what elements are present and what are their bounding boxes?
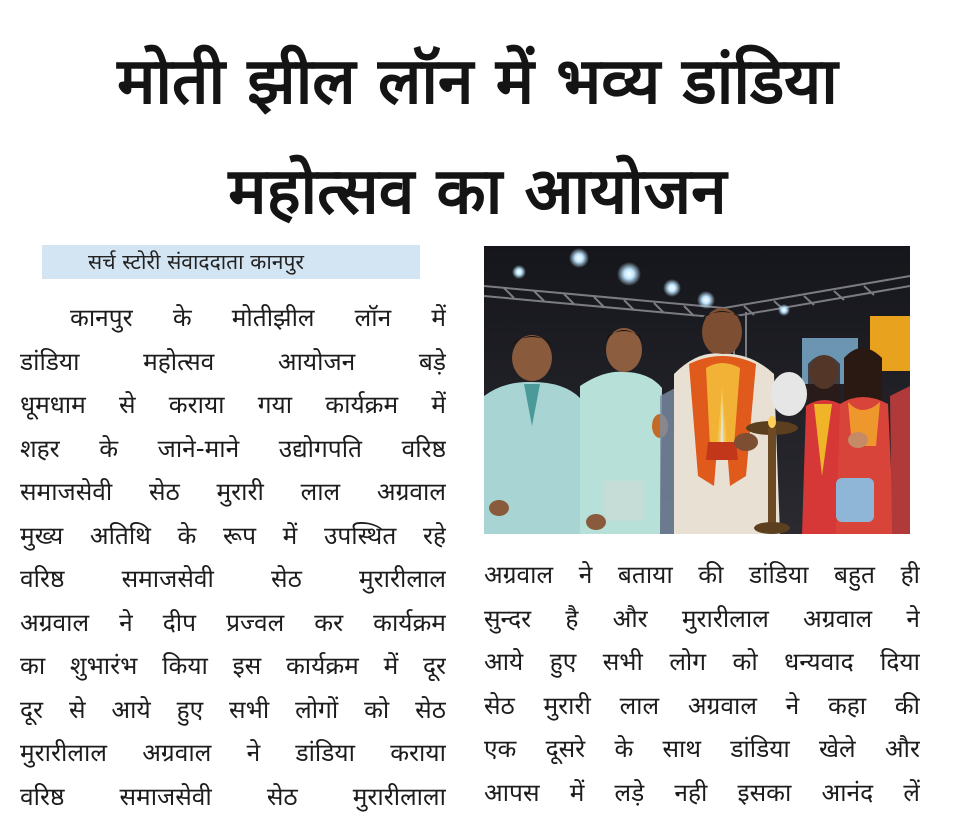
text-line: कानपुर के मोतीझील लॉन में bbox=[70, 303, 446, 332]
headline-line-2: महोत्सव का आयोजन bbox=[228, 155, 727, 229]
text-line: एक दूसरे के साथ डांडिया खेले और bbox=[484, 734, 920, 763]
article-column-left bbox=[20, 298, 446, 818]
text-line: आये हुए सभी लोग को धन्यवाद दिया bbox=[484, 647, 920, 676]
headline-line-1: मोती झील लॉन में भव्य डांडिया bbox=[117, 45, 838, 119]
event-photo-illustration bbox=[484, 246, 910, 534]
text-line: धूमधाम से कराया गया कार्यक्रम में bbox=[20, 390, 446, 419]
text-line: वरिष्ठ समाजसेवी सेठ मुरारीलाला bbox=[20, 781, 446, 811]
text-line: समाजसेवी सेठ मुरारी लाल अग्रवाल bbox=[20, 477, 446, 506]
text-line: दूर से आये हुए सभी लोगों को सेठ bbox=[20, 694, 446, 724]
text-line: मुरारीलाल अग्रवाल ने डांडिया कराया bbox=[20, 738, 446, 767]
text-line: डांडिया महोत्सव आयोजन बड़े bbox=[20, 346, 446, 376]
text-line: सेठ मुरारी लाल अग्रवाल ने कहा की bbox=[484, 690, 920, 720]
event-photo bbox=[484, 246, 910, 534]
text-line: शहर के जाने-माने उद्योगपति वरिष्ठ bbox=[20, 433, 446, 463]
text-line: मुख्य अतिथि के रूप में उपस्थित रहे bbox=[20, 520, 446, 550]
text-line: अग्रवाल ने बताया की डांडिया बहुत ही bbox=[484, 560, 920, 589]
text-line: का शुभारंभ किया इस कार्यक्रम में दूर bbox=[20, 651, 446, 680]
text-line: अग्रवाल ने दीप प्रज्वल कर कार्यक्रम bbox=[20, 607, 446, 637]
article-column-right bbox=[484, 555, 920, 815]
text-line: आपस में लड़े नही इसका आनंद लें bbox=[484, 777, 920, 807]
text-line: वरिष्ठ समाजसेवी सेठ मुरारीलाल bbox=[20, 564, 446, 593]
text-line: सुन्दर है और मुरारीलाल अग्रवाल ने bbox=[484, 603, 920, 633]
byline: सर्च स्टोरी संवाददाता कानपुर bbox=[42, 245, 420, 279]
